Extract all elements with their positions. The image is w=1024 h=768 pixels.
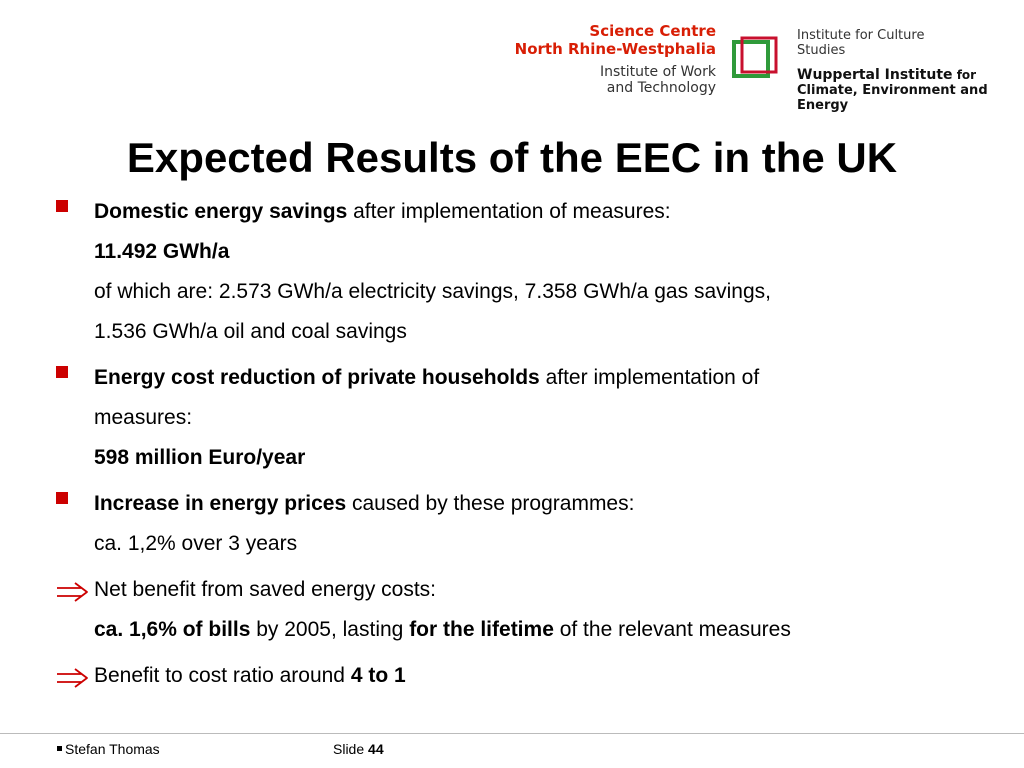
bullet-lead-bold: Increase in energy prices [94,492,347,515]
slide-content [55,192,995,702]
footer-bullet-icon [57,746,62,751]
implication-lead [94,656,995,696]
footer-divider [0,733,1024,734]
iat-line-1: Institute of Work [600,64,716,80]
bullet-lead-rest: after implementation of measures: [347,200,671,223]
cost-reduction-value: 598 million Euro/year [94,446,306,469]
bullet-lead [94,358,995,398]
science-centre-region: North Rhine-Westphalia [514,40,716,58]
footer-author [57,741,160,757]
square-bullet-icon [55,196,68,212]
science-centre-name: Science Centre [589,22,716,40]
lifetime-emphasis: for the lifetime [409,618,554,641]
implies-arrow-icon [55,574,89,602]
slide-title: Expected Results of the EEC in the UK [126,134,898,181]
bullet-lead-continued: measures: [94,406,193,429]
slide-label: Slide [333,741,369,757]
square-bullet-icon [55,488,68,504]
header-logos [0,0,1024,120]
bullet-energy-prices [55,484,995,564]
wuppertal-subtitle: Climate, Environment and Energy [797,83,988,113]
implication-net-benefit [55,570,995,650]
detail-text: of the relevant measures [553,618,791,641]
bullet-detail: ca. 1,2% over 3 years [94,532,298,555]
bullet-cost-reduction [55,358,995,478]
implication-lead: Net benefit from saved energy costs: [94,578,436,601]
wuppertal-label [797,68,1007,113]
iat-line-2: and Technology [606,80,716,96]
wuppertal-name: Wuppertal Institute [797,67,953,83]
ratio-text: Benefit to cost ratio around [94,664,351,687]
bullet-value [94,438,995,478]
slide-number [333,741,384,757]
bullet-domestic-savings [55,192,995,352]
savings-value: 11.492 GWh/a [94,240,230,263]
square-bullet-icon [55,362,68,378]
bullet-detail: of which are: 2.573 GWh/a electricity savings, 7.358 GWh/a gas savings, [94,280,771,303]
bullet-lead-bold: Domestic energy savings [94,200,348,223]
bills-share: ca. 1,6% of bills [94,618,251,641]
implication-benefit-ratio [55,656,995,696]
bullet-lead [94,484,995,524]
bullet-lead-rest: after implementation of [539,366,760,389]
implies-arrow-icon [55,660,89,688]
bullet-lead-rest: caused by these programmes: [346,492,635,515]
bullet-detail: 1.536 GWh/a oil and coal savings [94,320,407,343]
bullet-lead [94,192,995,232]
implication-detail [94,610,995,650]
wuppertal-logo-icon [732,36,778,82]
culture-studies-label: Institute for Culture Studies [797,28,925,58]
bullet-value [94,232,995,272]
institute-logo-text [797,28,1007,113]
bullet-lead-bold: Energy cost reduction of private households [94,366,540,389]
slide-number-value: 44 [368,741,384,757]
detail-text: by 2005, lasting [250,618,410,641]
author-name: Stefan Thomas [65,741,160,757]
ratio-value: 4 to 1 [350,664,406,687]
science-centre-logo [515,22,716,96]
wuppertal-for: for [952,68,977,82]
